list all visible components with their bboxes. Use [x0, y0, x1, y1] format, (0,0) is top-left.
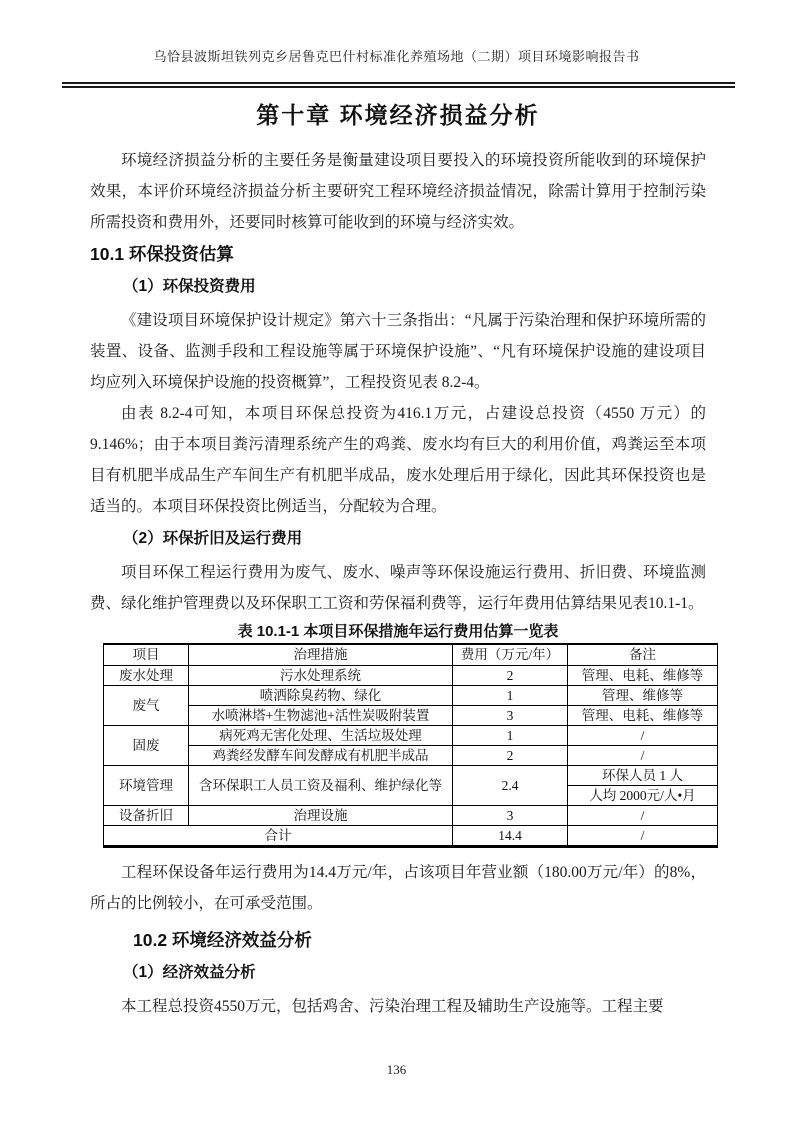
- project-investment-paragraph: 本工程总投资4550万元，包括鸡舍、污染治理工程及辅助生产设施等。工程主要: [121, 998, 664, 1015]
- table-cell-cost: 2.4: [453, 766, 568, 806]
- table-row: [104, 766, 718, 786]
- table-cell-item: 设备折旧: [104, 806, 189, 826]
- table-cell-note: 环保人员 1 人: [568, 766, 718, 786]
- table-cell-measure: 水喷淋塔+生物滤池+活性炭吸附装置: [189, 706, 453, 726]
- table-header-row: [104, 644, 718, 666]
- table-row: [104, 666, 718, 686]
- table-cell-note: 管理、维修等: [568, 686, 718, 706]
- table-title: 表 10.1-1 本项目环保措施年运行费用估算一览表: [237, 623, 559, 640]
- section-heading-10-1: 10.1 环保投资估算: [90, 244, 234, 264]
- running-header: 乌恰县波斯坦铁列克乡居鲁克巴什村标准化养殖场地（二期）项目环境影响报告书: [153, 49, 640, 64]
- page-content: [90, 96, 706, 1022]
- table-cell-measure: 病死鸡无害化处理、生活垃圾处理: [189, 726, 453, 746]
- section-heading-10-2: 10.2 环境经济效益分析: [133, 930, 312, 950]
- table-total-row: [104, 826, 718, 847]
- intro-paragraph: 环境经济损益分析的主要任务是衡量建设项目要投入的环境投资所能收到的环境保护效果，本评价环境经济损益分析主要研究工程环境经济损益情况，除需计算用于控制污染所需投资和费用外，还要同时核算可能收到的环境与经济实效。: [90, 152, 706, 231]
- table-cell-cost: 3: [453, 806, 568, 826]
- table-cell-note: /: [568, 726, 718, 746]
- table-row: [104, 746, 718, 766]
- table-cell-note: 管理、电耗、维修等: [568, 666, 718, 686]
- sub-heading-depreciation-cost: （2）环保折旧及运行费用: [123, 530, 303, 547]
- sub-heading-economic-benefit: （1）经济效益分析: [123, 964, 256, 981]
- header-double-rule: [62, 82, 735, 88]
- table-cell-note: 管理、电耗、维修等: [568, 706, 718, 726]
- sub-heading-investment-cost: （1）环保投资费用: [123, 278, 256, 295]
- table-cell-cost: 3: [453, 706, 568, 726]
- table-cell-note: 人均 2000元/人•月: [568, 786, 718, 806]
- page-number: 136: [386, 1062, 407, 1077]
- chapter-title: 第十章 环境经济损益分析: [256, 102, 540, 128]
- table-cell-item: 固废: [104, 726, 189, 766]
- table-cell-item: 环境管理: [104, 766, 189, 806]
- table-row: [104, 726, 718, 746]
- table-cell-note: /: [568, 746, 718, 766]
- table-cell-total-label: 合计: [104, 826, 453, 847]
- col-header-item: 项目: [104, 644, 189, 666]
- table-cell-item: 废气: [104, 686, 189, 726]
- regulation-paragraph: 《建设项目环境保护设计规定》第六十三条指出：“凡属于污染治理和保护环境所需的装置、设备、监测手段和工程设施等属于环境保护设施”、“凡有环境保护设施的建设项目均应列入环境保护设施的投资概算”，工程投资见表 8.2-4。: [90, 312, 706, 391]
- table-cell-total-note: /: [568, 826, 718, 847]
- investment-paragraph: 由表 8.2-4可知，本项目环保总投资为416.1万元，占建设总投资（4550 万元）的9.146%；由于本项目粪污清理系统产生的鸡粪、废水均有巨大的利用价值，鸡粪运至本项目有机肥半成品生产车间生产有机肥半成品，废水处理后用于绿化，因此其环保投资也是适当的。本项目环保投资比例适当，分配较为合理。: [90, 405, 706, 515]
- table-cell-measure: 污水处理系统: [189, 666, 453, 686]
- table-cell-cost: 1: [453, 726, 568, 746]
- col-header-cost: 费用（万元/年）: [453, 644, 568, 666]
- annual-cost-table: [103, 643, 718, 848]
- table-cell-cost: 2: [453, 666, 568, 686]
- table-cell-cost: 1: [453, 686, 568, 706]
- table-cell-note: /: [568, 806, 718, 826]
- table-cell-measure: 含环保职工人员工资及福利、维护绿化等: [189, 766, 453, 806]
- table-cell-measure: 治理设施: [189, 806, 453, 826]
- col-header-note: 备注: [568, 644, 718, 666]
- annual-cost-summary-paragraph: 工程环保设备年运行费用为14.4万元/年，占该项目年营业额（180.00万元/年）的8%，所占的比例较小，在可承受范围。: [90, 864, 706, 912]
- table-row: [104, 686, 718, 706]
- table-cell-cost: 2: [453, 746, 568, 766]
- table-cell-total-cost: 14.4: [453, 826, 568, 847]
- operating-cost-paragraph: 项目环保工程运行费用为废气、废水、噪声等环保设施运行费用、折旧费、环境监测费、绿化维护管理费以及环保职工工资和劳保福利费等，运行年费用估算结果见表10.1-1。: [90, 564, 706, 612]
- table-cell-measure: 鸡粪经发酵车间发酵成有机肥半成品: [189, 746, 453, 766]
- table-cell-measure: 喷洒除臭药物、绿化: [189, 686, 453, 706]
- table-row: [104, 706, 718, 726]
- table-cell-item: 废水处理: [104, 666, 189, 686]
- table-row: [104, 806, 718, 826]
- col-header-measure: 治理措施: [189, 644, 453, 666]
